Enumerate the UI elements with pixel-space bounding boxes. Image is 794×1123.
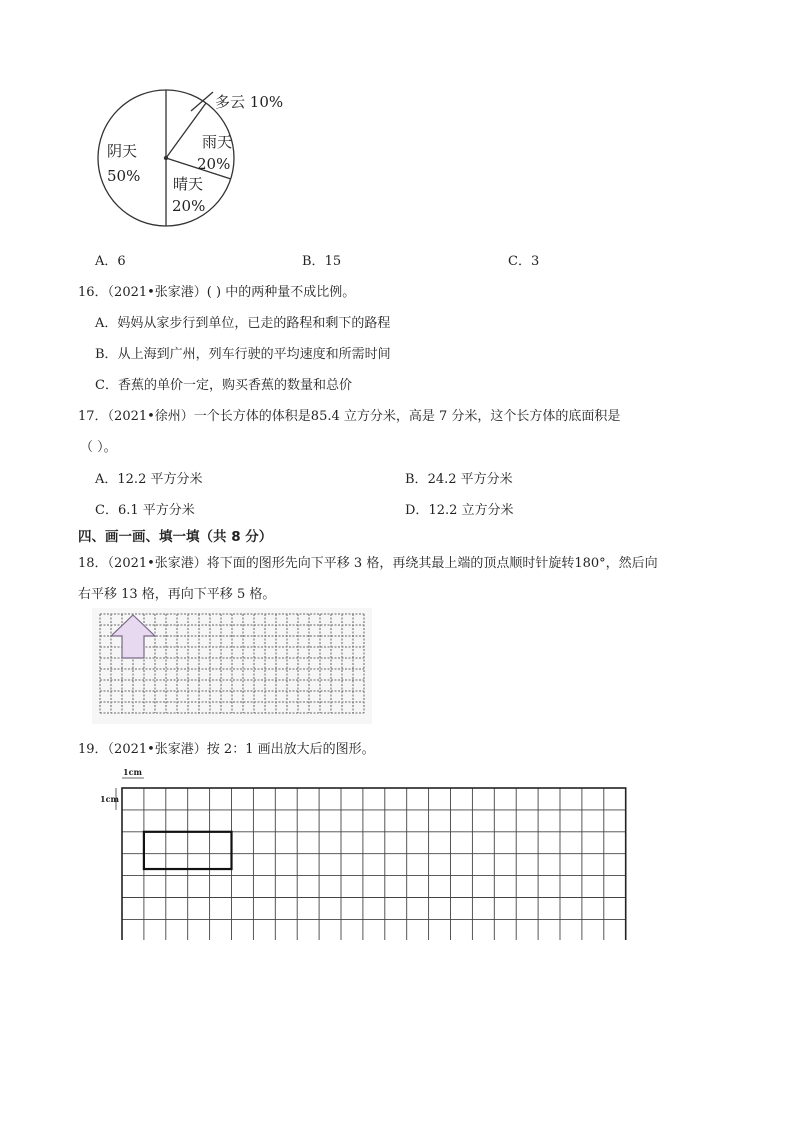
q19-stem: 19．（2021•张家港）按 2：1 画出放大后的图形。 <box>78 742 375 757</box>
q15-option-a[interactable]: A．6 <box>95 254 126 269</box>
q19-grid-border <box>122 788 626 940</box>
q19-unit-left: 1cm <box>100 794 119 804</box>
q16-option-a[interactable]: A．妈妈从家步行到单位，已走的路程和剩下的路程 <box>95 316 391 331</box>
weather-pie-chart <box>95 85 305 235</box>
pie-divider-cloudy-rain <box>166 103 206 158</box>
pie-label-sunny: 晴天 <box>173 175 204 193</box>
q17-option-b[interactable]: B．24.2 平方分米 <box>405 472 513 487</box>
q16-option-c[interactable]: C．香蕉的单价一定，购买香蕉的数量和总价 <box>95 378 352 393</box>
pie-value-overcast: 50% <box>107 167 141 185</box>
q17-stem-line2: （ ）。 <box>80 440 117 455</box>
q17-stem-line1: 17．（2021•徐州）一个长方体的体积是85.4 立方分米，高是 7 分米，这个长方体的底面积是 <box>78 409 621 424</box>
q18-stem-line2: 右平移 13 格，再向下平移 5 格。 <box>78 587 276 602</box>
pie-label-cloudy: 多云 10% <box>215 93 284 111</box>
q15-option-b[interactable]: B．15 <box>302 254 342 269</box>
q19-square-grid[interactable] <box>96 768 636 940</box>
pie-label-overcast: 阴天 <box>107 142 138 160</box>
q18-dashed-grid[interactable] <box>92 608 372 724</box>
q19-unit-top: 1cm <box>123 768 142 777</box>
q16-option-b[interactable]: B．从上海到广州，列车行驶的平均速度和所需时间 <box>95 347 391 362</box>
pie-center-dot <box>164 156 168 160</box>
q17-option-a[interactable]: A．12.2 平方分米 <box>95 472 203 487</box>
section-title: 四、画一画、填一填（共 8 分） <box>78 529 273 545</box>
q17-option-d[interactable]: D．12.2 立方分米 <box>405 503 514 518</box>
q18-stem-line1: 18．（2021•张家港）将下面的图形先向下平移 3 格，再绕其最上端的顶点顺时针旋转180°，然后向 <box>78 556 658 571</box>
q17-option-c[interactable]: C．6.1 平方分米 <box>95 503 195 518</box>
pie-value-sunny: 20% <box>172 197 206 215</box>
pie-label-rain: 雨天 <box>202 133 233 151</box>
q16-stem: 16．（2021•张家港）( ) 中的两种量不成比例。 <box>78 285 356 300</box>
pie-value-rain: 20% <box>197 155 231 173</box>
q15-option-c[interactable]: C．3 <box>508 254 540 269</box>
